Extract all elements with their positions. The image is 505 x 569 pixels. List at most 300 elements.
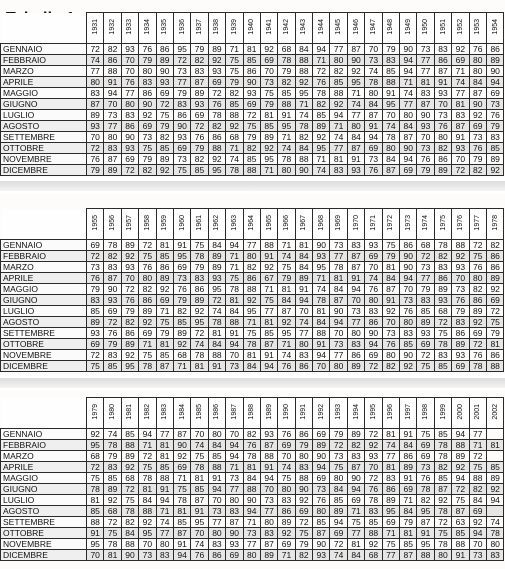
value-cell: 84: [208, 440, 225, 451]
year-label: 1981: [126, 404, 134, 420]
value-cell: 94: [400, 273, 417, 284]
value-cell: 89: [121, 240, 138, 251]
value-cell: 73: [417, 462, 434, 473]
value-cell: 73: [243, 528, 260, 539]
value-cell: 78: [243, 451, 260, 462]
value-cell: 91: [400, 473, 417, 484]
value-cell: 81: [226, 295, 243, 306]
value-cell: 90: [295, 165, 312, 176]
value-cell: 70: [278, 451, 295, 462]
value-cell: 87: [260, 539, 277, 550]
month-label: NOVEMBRE: [1, 539, 87, 550]
value-cell: 84: [121, 528, 138, 539]
value-cell: 77: [330, 143, 347, 154]
year-header: [87, 13, 104, 44]
month-label: DICEMBRE: [1, 361, 87, 372]
value-cell: 77: [469, 429, 486, 440]
value-cell: 92: [452, 44, 469, 55]
value-cell: 91: [365, 121, 382, 132]
value-cell: 86: [156, 44, 173, 55]
year-header: [469, 398, 486, 429]
value-cell: 84: [243, 361, 260, 372]
value-cell: 89: [104, 484, 121, 495]
value-cell: 81: [382, 262, 399, 273]
value-cell: 92: [278, 317, 295, 328]
value-cell: 85: [382, 66, 399, 77]
value-cell: 89: [486, 273, 503, 284]
value-cell: 82: [382, 361, 399, 372]
value-cell: 78: [226, 165, 243, 176]
value-cell: 82: [226, 88, 243, 99]
value-cell: 69: [208, 77, 225, 88]
year-label: 1975: [439, 215, 447, 231]
value-cell: 75: [243, 121, 260, 132]
value-cell: 79: [260, 99, 277, 110]
value-cell: 87: [400, 132, 417, 143]
value-cell: 70: [382, 110, 399, 121]
value-cell: 75: [87, 473, 104, 484]
value-cell: 94: [139, 429, 156, 440]
value-cell: 92: [121, 462, 138, 473]
value-cell: 89: [87, 317, 104, 328]
value-cell: 82: [243, 143, 260, 154]
value-cell: 72: [417, 251, 434, 262]
value-cell: 85: [313, 110, 330, 121]
value-cell: 79: [278, 66, 295, 77]
value-cell: 86: [434, 55, 451, 66]
value-cell: 69: [365, 143, 382, 154]
value-cell: 92: [313, 132, 330, 143]
value-cell: 88: [278, 99, 295, 110]
value-cell: 74: [382, 440, 399, 451]
value-cell: 85: [87, 506, 104, 517]
value-cell: 94: [226, 240, 243, 251]
value-cell: 81: [156, 339, 173, 350]
value-cell: 75: [260, 88, 277, 99]
value-cell: 80: [208, 528, 225, 539]
value-cell: 69: [121, 154, 138, 165]
value-cell: 71: [139, 339, 156, 350]
value-cell: 86: [434, 154, 451, 165]
value-cell: 79: [104, 451, 121, 462]
value-cell: 70: [434, 99, 451, 110]
value-cell: 92: [365, 539, 382, 550]
value-cell: 85: [156, 143, 173, 154]
section-divider: [0, 378, 505, 388]
value-cell: 82: [434, 462, 451, 473]
year-label: 1961: [196, 215, 204, 231]
value-cell: 85: [417, 306, 434, 317]
value-cell: 83: [104, 462, 121, 473]
value-cell: 87: [173, 528, 190, 539]
value-cell: 69: [313, 429, 330, 440]
value-cell: 88: [260, 451, 277, 462]
value-cell: 78: [469, 361, 486, 372]
value-cell: 78: [191, 462, 208, 473]
value-cell: 78: [486, 528, 503, 539]
year-header: [469, 209, 486, 240]
value-cell: 94: [208, 484, 225, 495]
value-cell: 77: [87, 66, 104, 77]
month-label: GENNAIO: [1, 429, 87, 440]
value-cell: 91: [400, 429, 417, 440]
value-cell: 85: [400, 339, 417, 350]
value-cell: 89: [191, 88, 208, 99]
value-cell: 75: [87, 361, 104, 372]
value-cell: 89: [400, 462, 417, 473]
value-cell: 85: [434, 473, 451, 484]
month-label: GIUGNO: [1, 295, 87, 306]
year-label: 1939: [230, 19, 238, 35]
value-cell: 92: [469, 110, 486, 121]
value-cell: 84: [330, 284, 347, 295]
value-cell: 87: [434, 484, 451, 495]
value-cell: 93: [260, 429, 277, 440]
year-header: [434, 209, 451, 240]
value-cell: 69: [87, 240, 104, 251]
value-cell: 69: [87, 339, 104, 350]
value-cell: 93: [226, 539, 243, 550]
value-cell: 83: [365, 506, 382, 517]
value-cell: 72: [173, 55, 190, 66]
value-cell: 73: [87, 262, 104, 273]
value-cell: 91: [260, 462, 277, 473]
value-cell: 88: [121, 539, 138, 550]
value-cell: 80: [121, 99, 138, 110]
value-cell: 86: [400, 451, 417, 462]
value-cell: 70: [191, 429, 208, 440]
value-cell: 90: [139, 99, 156, 110]
value-cell: 78: [278, 154, 295, 165]
value-cell: 92: [208, 154, 225, 165]
value-cell: 81: [139, 484, 156, 495]
year-header: [191, 209, 208, 240]
year-header: [121, 13, 138, 44]
value-cell: 85: [260, 121, 277, 132]
data-table: [0, 12, 504, 176]
value-cell: 75: [434, 328, 451, 339]
value-cell: 84: [313, 317, 330, 328]
value-cell: 90: [295, 484, 312, 495]
value-cell: 76: [278, 361, 295, 372]
value-cell: 69: [382, 517, 399, 528]
value-cell: 95: [417, 539, 434, 550]
value-cell: 94: [260, 361, 277, 372]
value-cell: 94: [400, 154, 417, 165]
value-cell: 94: [226, 451, 243, 462]
value-cell: 76: [121, 77, 138, 88]
value-cell: 87: [347, 143, 364, 154]
value-cell: 76: [191, 132, 208, 143]
value-cell: 93: [243, 88, 260, 99]
value-cell: 84: [469, 77, 486, 88]
value-cell: 69: [486, 295, 503, 306]
value-cell: 85: [173, 317, 190, 328]
table-row: [1, 240, 504, 251]
value-cell: 69: [469, 328, 486, 339]
value-cell: 92: [400, 361, 417, 372]
value-cell: 88: [243, 284, 260, 295]
value-cell: 76: [243, 440, 260, 451]
value-cell: 70: [417, 132, 434, 143]
value-cell: 92: [139, 517, 156, 528]
value-cell: 73: [400, 295, 417, 306]
value-cell: 77: [330, 44, 347, 55]
value-cell: 87: [347, 44, 364, 55]
value-cell: 79: [191, 44, 208, 55]
year-header: [330, 209, 347, 240]
value-cell: 92: [208, 55, 225, 66]
value-cell: 83: [365, 306, 382, 317]
value-cell: 72: [313, 66, 330, 77]
value-cell: 87: [87, 99, 104, 110]
value-cell: 69: [139, 121, 156, 132]
month-label: MARZO: [1, 262, 87, 273]
value-cell: 95: [173, 251, 190, 262]
value-cell: 94: [452, 473, 469, 484]
value-cell: 88: [208, 143, 225, 154]
value-cell: 82: [347, 440, 364, 451]
table-row: [1, 295, 504, 306]
value-cell: 91: [104, 77, 121, 88]
value-cell: 86: [104, 55, 121, 66]
value-cell: 70: [260, 484, 277, 495]
value-cell: 92: [434, 495, 451, 506]
year-header: [365, 13, 382, 44]
year-label: 1987: [230, 404, 238, 420]
value-cell: 70: [382, 317, 399, 328]
value-cell: 95: [173, 44, 190, 55]
value-cell: 91: [173, 539, 190, 550]
value-cell: 92: [330, 99, 347, 110]
value-cell: 90: [400, 262, 417, 273]
table-row: [1, 251, 504, 262]
value-cell: 82: [330, 66, 347, 77]
value-cell: 79: [382, 251, 399, 262]
value-cell: 76: [469, 350, 486, 361]
value-cell: 71: [226, 251, 243, 262]
month-label: FEBBRAIO: [1, 55, 87, 66]
value-cell: 94: [400, 55, 417, 66]
value-cell: 73: [469, 132, 486, 143]
value-cell: 80: [87, 77, 104, 88]
value-cell: 92: [260, 44, 277, 55]
value-cell: 80: [313, 506, 330, 517]
year-label: 2000: [456, 404, 464, 420]
value-cell: 86: [173, 110, 190, 121]
value-cell: 90: [121, 550, 138, 561]
value-cell: 90: [400, 251, 417, 262]
value-cell: 94: [469, 528, 486, 539]
value-cell: 79: [278, 273, 295, 284]
year-header: [452, 398, 469, 429]
value-cell: 88: [452, 440, 469, 451]
value-cell: 73: [139, 132, 156, 143]
value-cell: 89: [313, 440, 330, 451]
value-cell: 88: [452, 240, 469, 251]
value-cell: 75: [191, 451, 208, 462]
year-header: [313, 209, 330, 240]
year-label: 1951: [439, 19, 447, 35]
month-label: AGOSTO: [1, 121, 87, 132]
value-cell: 95: [87, 539, 104, 550]
value-cell: 81: [382, 462, 399, 473]
value-cell: 73: [173, 154, 190, 165]
year-header: [295, 13, 312, 44]
value-cell: 72: [469, 339, 486, 350]
value-cell: 72: [434, 317, 451, 328]
value-cell: 85: [278, 88, 295, 99]
value-cell: 80: [226, 495, 243, 506]
year-header: [486, 13, 503, 44]
value-cell: 74: [278, 251, 295, 262]
value-cell: 73: [330, 240, 347, 251]
year-header: [452, 13, 469, 44]
value-cell: 69: [243, 99, 260, 110]
value-cell: 81: [313, 306, 330, 317]
value-cell: 69: [173, 143, 190, 154]
value-cell: 69: [452, 55, 469, 66]
value-cell: 89: [434, 165, 451, 176]
value-cell: 80: [469, 273, 486, 284]
value-cell: 79: [226, 77, 243, 88]
value-cell: 78: [434, 440, 451, 451]
value-cell: 69: [278, 440, 295, 451]
table-row: [1, 528, 504, 539]
value-cell: 81: [486, 339, 503, 350]
value-cell: 68: [434, 306, 451, 317]
value-cell: 74: [226, 154, 243, 165]
value-cell: 91: [208, 473, 225, 484]
value-cell: 84: [400, 506, 417, 517]
value-cell: 75: [469, 462, 486, 473]
year-label: 1977: [474, 215, 482, 231]
value-cell: 75: [226, 55, 243, 66]
value-cell: 93: [417, 121, 434, 132]
value-cell: 72: [139, 451, 156, 462]
value-cell: 85: [330, 77, 347, 88]
value-cell: 77: [121, 88, 138, 99]
value-cell: 75: [469, 251, 486, 262]
value-cell: 86: [347, 350, 364, 361]
value-cell: 79: [295, 440, 312, 451]
value-cell: 73: [417, 143, 434, 154]
value-cell: 91: [452, 132, 469, 143]
value-cell: 69: [365, 350, 382, 361]
value-cell: 81: [87, 495, 104, 506]
value-cell: 75: [347, 517, 364, 528]
value-cell: 74: [208, 306, 225, 317]
value-cell: 95: [208, 165, 225, 176]
value-cell: 72: [208, 295, 225, 306]
year-label: 1991: [300, 404, 308, 420]
value-cell: 79: [243, 132, 260, 143]
value-cell: 69: [469, 506, 486, 517]
value-cell: 85: [434, 361, 451, 372]
value-cell: 71: [400, 77, 417, 88]
value-cell: 71: [400, 495, 417, 506]
value-cell: 89: [330, 506, 347, 517]
value-cell: 85: [313, 517, 330, 528]
value-cell: 85: [486, 462, 503, 473]
value-cell: 84: [382, 273, 399, 284]
value-cell: 84: [208, 339, 225, 350]
value-cell: 80: [295, 339, 312, 350]
value-cell: 83: [382, 473, 399, 484]
value-cell: 82: [278, 77, 295, 88]
value-cell: 76: [191, 550, 208, 561]
year-header: [226, 209, 243, 240]
value-cell: 69: [365, 251, 382, 262]
value-cell: 90: [104, 284, 121, 295]
value-cell: 74: [87, 55, 104, 66]
value-cell: 72: [434, 517, 451, 528]
value-cell: 88: [382, 77, 399, 88]
value-cell: 88: [226, 110, 243, 121]
table-section-2: [0, 194, 505, 374]
value-cell: 69: [104, 306, 121, 317]
value-cell: 83: [260, 528, 277, 539]
value-cell: 75: [139, 251, 156, 262]
year-label: 1968: [317, 215, 325, 231]
value-cell: 81: [295, 240, 312, 251]
value-cell: 70: [469, 539, 486, 550]
year-label: 1982: [143, 404, 151, 420]
value-cell: 93: [452, 143, 469, 154]
value-cell: 92: [104, 495, 121, 506]
value-cell: 91: [347, 273, 364, 284]
value-cell: 83: [173, 99, 190, 110]
value-cell: 90: [243, 495, 260, 506]
data-table: [0, 208, 504, 372]
value-cell: 83: [400, 328, 417, 339]
value-cell: 90: [469, 99, 486, 110]
value-cell: 68: [278, 44, 295, 55]
value-cell: 91: [156, 484, 173, 495]
value-cell: 79: [295, 539, 312, 550]
value-cell: 68: [365, 550, 382, 561]
year-label: 1935: [161, 19, 169, 35]
value-cell: 73: [139, 550, 156, 561]
value-cell: 71: [313, 55, 330, 66]
table-row: [1, 66, 504, 77]
value-cell: 78: [104, 240, 121, 251]
value-cell: 75: [139, 462, 156, 473]
value-cell: 77: [417, 55, 434, 66]
value-cell: 79: [87, 165, 104, 176]
data-table: [0, 397, 504, 561]
value-cell: 71: [260, 284, 277, 295]
value-cell: 70: [295, 306, 312, 317]
value-cell: 69: [313, 473, 330, 484]
value-cell: 74: [330, 132, 347, 143]
value-cell: 83: [452, 110, 469, 121]
value-cell: 93: [452, 262, 469, 273]
year-header: [400, 398, 417, 429]
value-cell: 79: [121, 306, 138, 317]
value-cell: 91: [260, 350, 277, 361]
year-label: 1992: [317, 404, 325, 420]
value-cell: 77: [260, 506, 277, 517]
value-cell: 84: [295, 44, 312, 55]
value-cell: 67: [260, 273, 277, 284]
value-cell: 82: [486, 240, 503, 251]
value-cell: 95: [278, 328, 295, 339]
month-label: AGOSTO: [1, 506, 87, 517]
value-cell: 82: [121, 317, 138, 328]
value-cell: 83: [191, 273, 208, 284]
value-cell: 80: [156, 539, 173, 550]
